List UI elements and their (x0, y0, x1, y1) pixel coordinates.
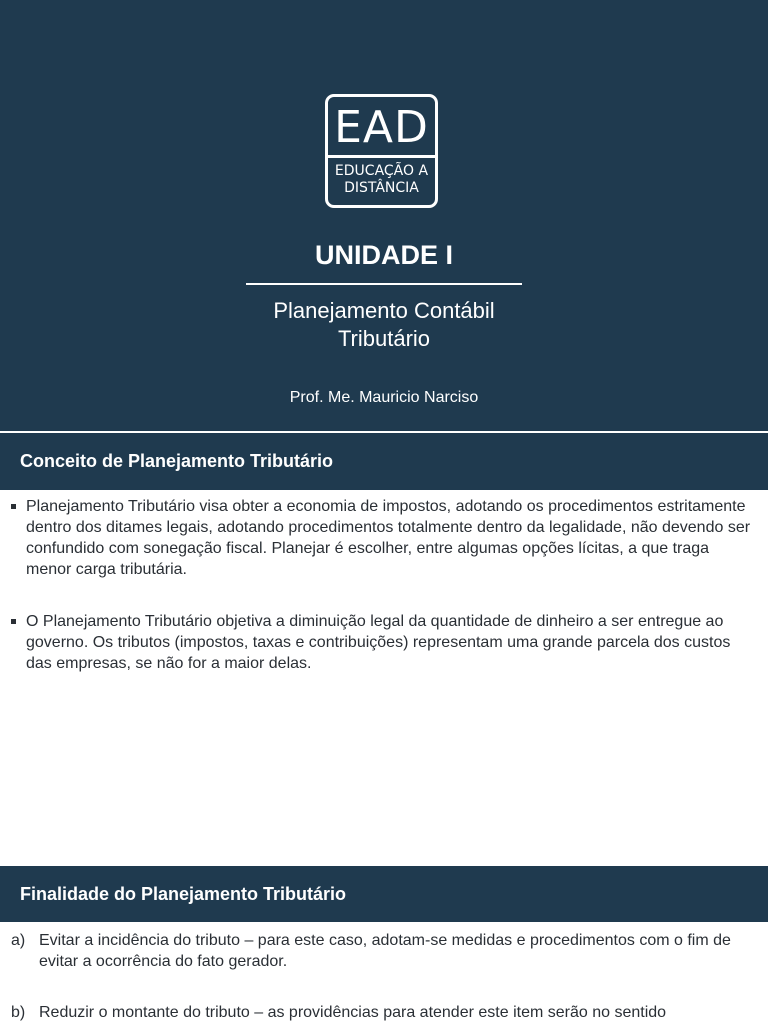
list-item-text: Evitar a incidência do tributo – para este caso, adotam-se medidas e procedimentos com o fim de evitar a ocorrência do fato gerador. (39, 932, 731, 970)
square-bullet-icon (11, 504, 16, 509)
logo-subtitle (328, 163, 435, 197)
logo-subtitle-line2: DISTÂNCIA (344, 180, 419, 196)
bullet-item (0, 496, 768, 580)
cover-slide (0, 0, 768, 431)
list-marker: a) (11, 932, 26, 949)
bullet-text: Planejamento Tributário visa obter a economia de impostos, adotando os procedimentos estritamente dentro dos ditames legais, adotando procedimentos totalmente dentro da legalidade, não devendo ser confundido com sonegação fiscal. Planejar é escolher, entre algumas opções lícitas, a que traga menor carga tributária. (26, 498, 751, 578)
course-title-line2: Tributário (337, 326, 431, 351)
ead-logo (325, 94, 438, 208)
title-divider (246, 283, 522, 285)
bullet-list (0, 496, 768, 580)
logo-ead-text: EAD (334, 102, 429, 153)
list-item-text: Reduzir o montante do tributo – as providências para atender este item serão no sentido (39, 1004, 667, 1021)
logo-divider (328, 155, 435, 158)
logo-subtitle-line1: EDUCAÇÃO A (334, 163, 429, 179)
course-title-line1: Planejamento Contábil (273, 298, 495, 323)
author-name: Prof. Me. Mauricio Narciso (289, 389, 479, 406)
course-title (0, 297, 768, 353)
section-heading-conceito: Conceito de Planejamento Tributário (0, 433, 768, 490)
bullet-text: O Planejamento Tributário objetiva a diminuição legal da quantidade de dinheiro a ser entregue ao governo. Os tributos (impostos, taxas e contribuições) representam uma grande parcela dos custos das empresas, se não for a maior delas. (26, 613, 731, 672)
list-marker: b) (11, 1004, 26, 1021)
unit-title: UNIDADE I (314, 240, 453, 270)
section-heading-finalidade: Finalidade do Planejamento Tributário (0, 866, 768, 922)
square-bullet-icon (11, 619, 16, 624)
bullet-item (0, 611, 768, 674)
bullet-list (0, 611, 768, 674)
